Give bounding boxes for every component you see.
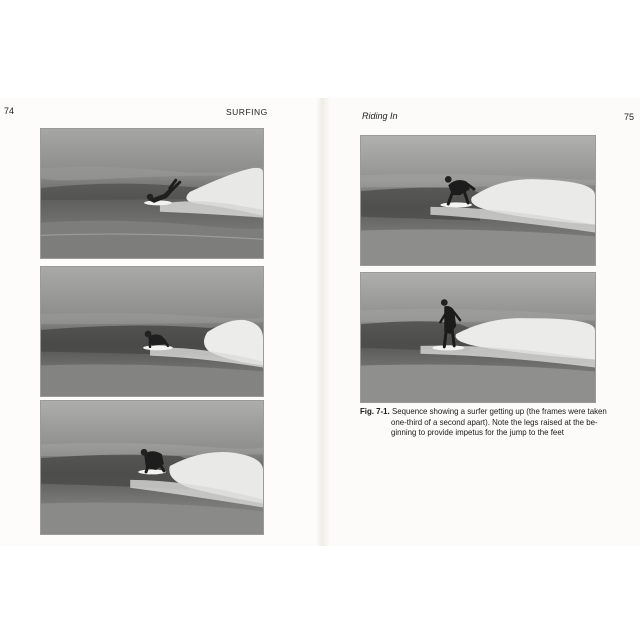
photo-frame-4: [360, 135, 596, 266]
right-running-head: Riding In: [362, 111, 398, 121]
caption-line-2: one-third of a second apart). Note the legs raised at the be-: [391, 416, 598, 427]
right-page-number: 75: [624, 112, 635, 122]
figure-caption: [360, 406, 616, 438]
photo-frame-2: [40, 266, 264, 397]
caption-line-3: ginning to provide impetus for the jump to the feet: [391, 427, 564, 438]
photo-frame-3: [40, 400, 264, 535]
caption-line-1: Fig. 7-1. Sequence showing a surfer getting up (the frames were taken: [360, 406, 607, 416]
photo-frame-1: [40, 128, 264, 259]
book-gutter: [316, 98, 330, 546]
figure-label: Fig. 7-1.: [360, 406, 390, 416]
left-running-head: SURFING: [226, 107, 268, 117]
photo-frame-5: [360, 272, 596, 403]
left-page-number: 74: [4, 106, 15, 116]
